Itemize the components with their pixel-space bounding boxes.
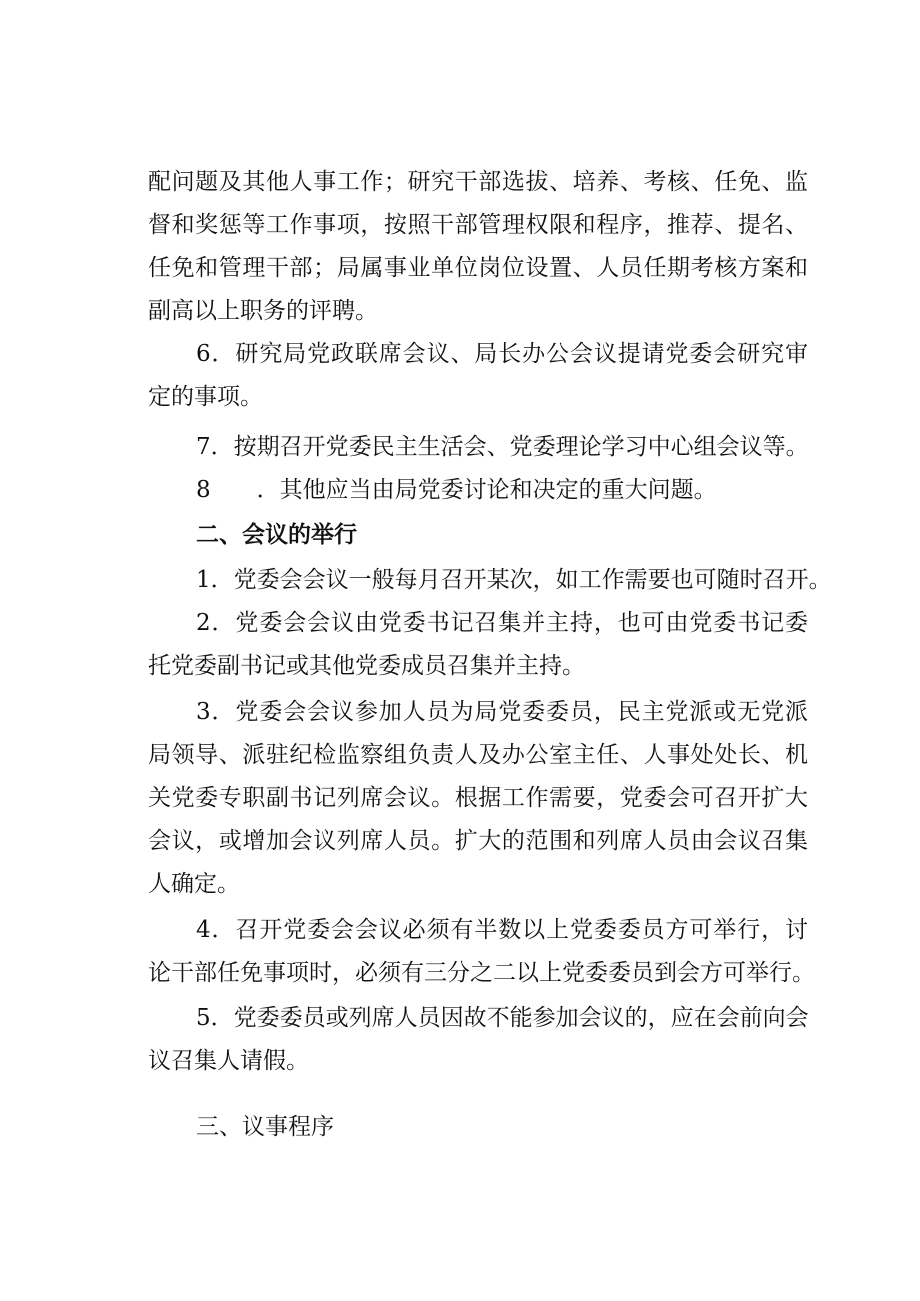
meeting-item-1: 1．党委会会议一般每月召开某次，如工作需要也可随时召开。 bbox=[196, 567, 832, 593]
meeting-item-4-line: 论干部任免事项时，必须有三分之二以上党委委员到会方可举行。 bbox=[148, 960, 815, 986]
item-8-line: 8 ．其他应当由局党委讨论和决定的重大问题。 bbox=[196, 477, 717, 503]
meeting-item-2-line: 托党委副书记或其他党委成员召集并主持。 bbox=[148, 653, 585, 679]
meeting-item-5-line: 议召集人请假。 bbox=[148, 1048, 309, 1074]
meeting-item-4-line: 4．召开党委会会议必须有半数以上党委委员方可举行，讨 bbox=[196, 917, 808, 943]
item-7-line: 7．按期召开党委民主生活会、党委理论学习中心组会议等。 bbox=[196, 434, 809, 460]
item-6-line: 6．研究局党政联席会议、局长办公会议提请党委会研究审 bbox=[196, 341, 808, 367]
meeting-item-3-line: 关党委专职副书记列席会议。根据工作需要，党委会可召开扩大 bbox=[148, 785, 808, 811]
paragraph-line: 配问题及其他人事工作；研究干部选拔、培养、考核、任免、监 bbox=[148, 169, 808, 195]
paragraph-line: 任免和管理干部；局属事业单位岗位设置、人员任期考核方案和 bbox=[148, 255, 808, 281]
meeting-item-3-line: 局领导、派驻纪检监察组负责人及办公室主任、人事处处长、机 bbox=[148, 742, 808, 768]
meeting-item-3-line: 会议，或增加会议列席人员。扩大的范围和列席人员由会议召集 bbox=[148, 828, 808, 854]
meeting-item-3-line: 3．党委会会议参加人员为局党委委员，民主党派或无党派 bbox=[196, 699, 808, 725]
section-heading-2: 二、会议的举行 bbox=[196, 522, 357, 548]
section-heading-3: 三、议事程序 bbox=[196, 1114, 334, 1140]
meeting-item-3-line: 人确定。 bbox=[148, 871, 240, 897]
paragraph-line: 督和奖惩等工作事项，按照干部管理权限和程序，推荐、提名、 bbox=[148, 212, 808, 238]
item-6-line: 定的事项。 bbox=[148, 384, 263, 410]
meeting-item-2-line: 2．党委会会议由党委书记召集并主持，也可由党委书记委 bbox=[196, 610, 808, 636]
meeting-item-5-line: 5．党委委员或列席人员因故不能参加会议的，应在会前向会 bbox=[196, 1005, 809, 1031]
paragraph-line: 副高以上职务的评聘。 bbox=[148, 298, 378, 324]
